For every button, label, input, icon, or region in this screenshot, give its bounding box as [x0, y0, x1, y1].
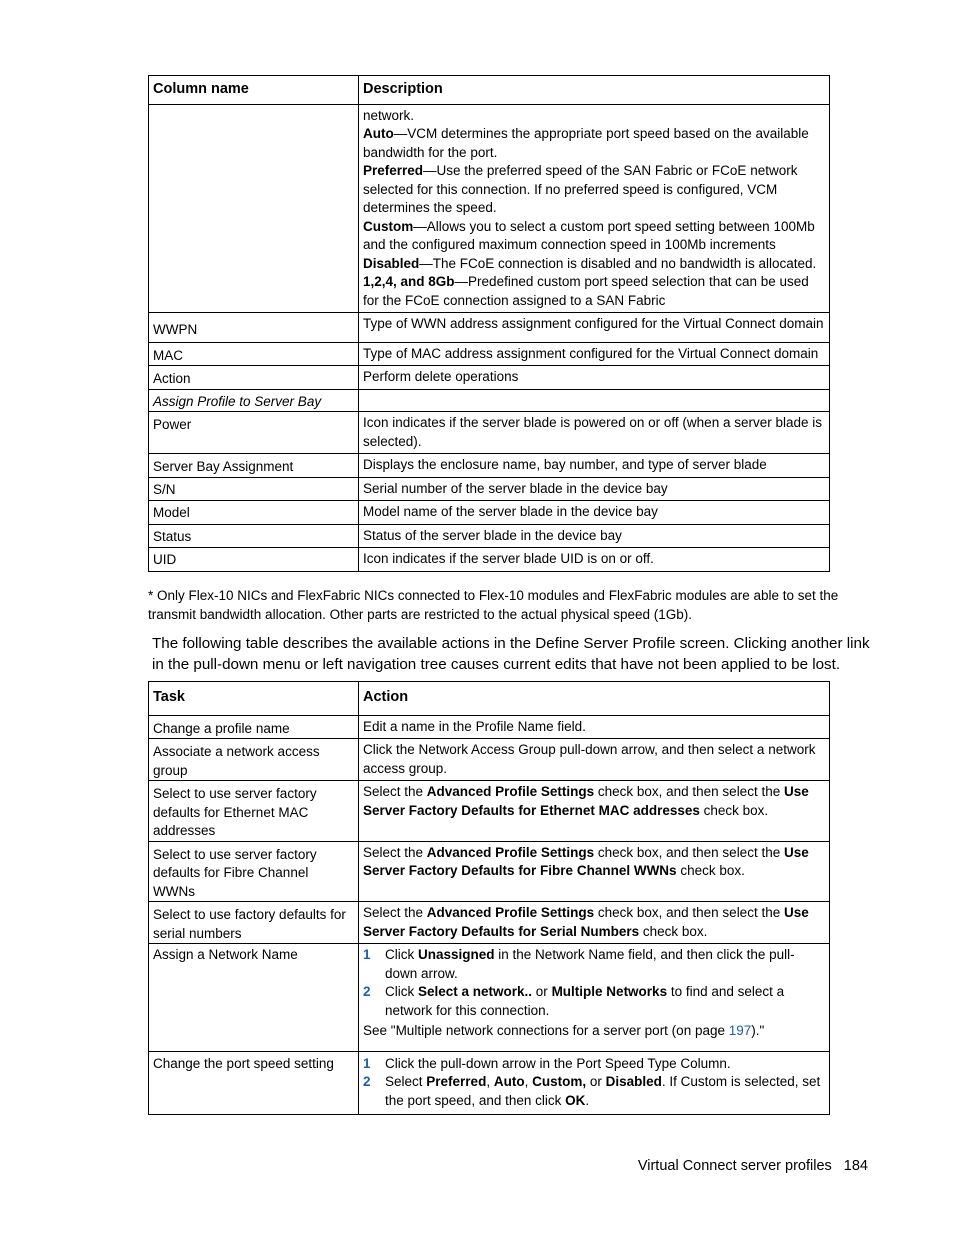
table-row — [149, 501, 830, 525]
column-name: Assign Profile to Server Bay — [149, 389, 359, 412]
task-action-table — [148, 681, 830, 1115]
table-row — [149, 715, 830, 739]
column-description: Serial number of the server blade in the device bay — [359, 477, 830, 501]
column-name: Server Bay Assignment — [149, 454, 359, 478]
table-row — [149, 454, 830, 478]
column-description: Perform delete operations — [359, 366, 830, 390]
table-row — [149, 548, 830, 572]
action-cell — [359, 944, 830, 1052]
column-header: Description — [359, 76, 830, 105]
action-cell: Select the Advanced Profile Settings check box, and then select the Use Server Factory Defaults for Serial Numbers check box. — [359, 902, 830, 944]
table-header-row — [149, 76, 830, 105]
column-header: Task — [149, 682, 359, 716]
action-cell: Select the Advanced Profile Settings check box, and then select the Use Server Factory Defaults for Ethernet MAC addresses check box. — [359, 781, 830, 842]
task-cell: Change the port speed setting — [149, 1051, 359, 1115]
page-footer — [638, 1157, 868, 1176]
table-row — [149, 389, 830, 412]
column-description: Status of the server blade in the device bay — [359, 524, 830, 548]
step-list — [363, 946, 825, 1020]
column-description: Icon indicates if the server blade is powered on or off (when a server blade is selected). — [359, 412, 830, 454]
column-header: Action — [359, 682, 830, 716]
table-row — [149, 313, 830, 343]
table-cell — [149, 104, 359, 313]
list-item: 2 Click Select a network.. or Multiple Networks to find and select a network for this connection. — [363, 984, 785, 1018]
task-cell: Change a profile name — [149, 715, 359, 739]
table-header-row — [149, 682, 830, 716]
column-name: Status — [149, 524, 359, 548]
column-name: WWPN — [149, 313, 359, 343]
table-row — [149, 902, 830, 944]
task-cell: Assign a Network Name — [149, 944, 359, 1052]
action-cell: Click the Network Access Group pull-down arrow, and then select a network access group. — [359, 739, 830, 781]
column-name: Model — [149, 501, 359, 525]
action-cell — [359, 1051, 830, 1115]
column-description: Model name of the server blade in the device bay — [359, 501, 830, 525]
column-description: Type of WWN address assignment configured for the Virtual Connect domain — [359, 313, 830, 343]
list-item: 1 Click Unassigned in the Network Name field, and then click the pull-down arrow. — [363, 947, 795, 981]
action-cell: Edit a name in the Profile Name field. — [359, 715, 830, 739]
task-cell: Select to use server factory defaults for Ethernet MAC addresses — [149, 781, 359, 842]
column-name: Power — [149, 412, 359, 454]
column-name: UID — [149, 548, 359, 572]
see-also: See "Multiple network connections for a server port (on page 197)." — [363, 1023, 765, 1038]
table-row — [149, 477, 830, 501]
table-row — [149, 412, 830, 454]
column-name: S/N — [149, 477, 359, 501]
port-speed-description: network. Auto—VCM determines the appropriate port speed based on the available bandwidth for the port. Preferred—Use the preferred speed of the SAN Fabric or FCoE network selected for this connection. If no preferred speed is configured, VCM determines the speed. Custom—Allows you to select a custom port speed setting between 100Mb and the configured maximum connection speed in 100Mb increments Disabled—The FCoE connection is disabled and no bandwidth is allocated. 1,2,4, and 8Gb—Predefined custom port speed selection that can be used for the FCoE connection assigned to a SAN Fabric — [359, 104, 830, 313]
column-name: MAC — [149, 342, 359, 366]
column-header: Column name — [149, 76, 359, 105]
intro-paragraph: The following table describes the available actions in the Define Server Profile screen. Clicking another link in the pull-down menu or left navigation tree causes current edits that have not been applied to be lost. — [152, 635, 870, 673]
list-item: 1 Click the pull-down arrow in the Port Speed Type Column. — [363, 1055, 731, 1071]
column-description-table — [148, 75, 830, 572]
table-row — [149, 366, 830, 390]
column-description: Displays the enclosure name, bay number, and type of server blade — [359, 454, 830, 478]
table-row — [149, 841, 830, 902]
column-description — [359, 389, 830, 412]
column-description: Type of MAC address assignment configured for the Virtual Connect domain — [359, 342, 830, 366]
table-row — [149, 342, 830, 366]
table-row — [149, 524, 830, 548]
column-description: Icon indicates if the server blade UID is on or off. — [359, 548, 830, 572]
action-cell: Select the Advanced Profile Settings check box, and then select the Use Server Factory Defaults for Fibre Channel WWNs check box. — [359, 841, 830, 902]
table-row — [149, 1051, 830, 1115]
task-cell: Select to use factory defaults for serial numbers — [149, 902, 359, 944]
footer-section-title: Virtual Connect server profiles — [637, 1158, 832, 1174]
task-cell: Associate a network access group — [149, 739, 359, 781]
page-link[interactable]: 197 — [728, 1023, 752, 1038]
step-list — [363, 1055, 825, 1111]
table-row — [149, 781, 830, 842]
table-row — [149, 104, 830, 313]
task-cell: Select to use server factory defaults for Fibre Channel WWNs — [149, 841, 359, 902]
list-item: 2 Select Preferred, Auto, Custom, or Disabled. If Custom is selected, set the port speed, and then click OK. — [363, 1074, 821, 1108]
table-row — [149, 739, 830, 781]
table-row — [149, 944, 830, 1052]
footnote: * Only Flex-10 NICs and FlexFabric NICs connected to Flex-10 modules and FlexFabric modules are able to set the transmit bandwidth allocation. Other parts are restricted to the actual physical speed (1Gb). — [148, 588, 839, 622]
page-number: 184 — [843, 1158, 868, 1174]
column-name: Action — [149, 366, 359, 390]
